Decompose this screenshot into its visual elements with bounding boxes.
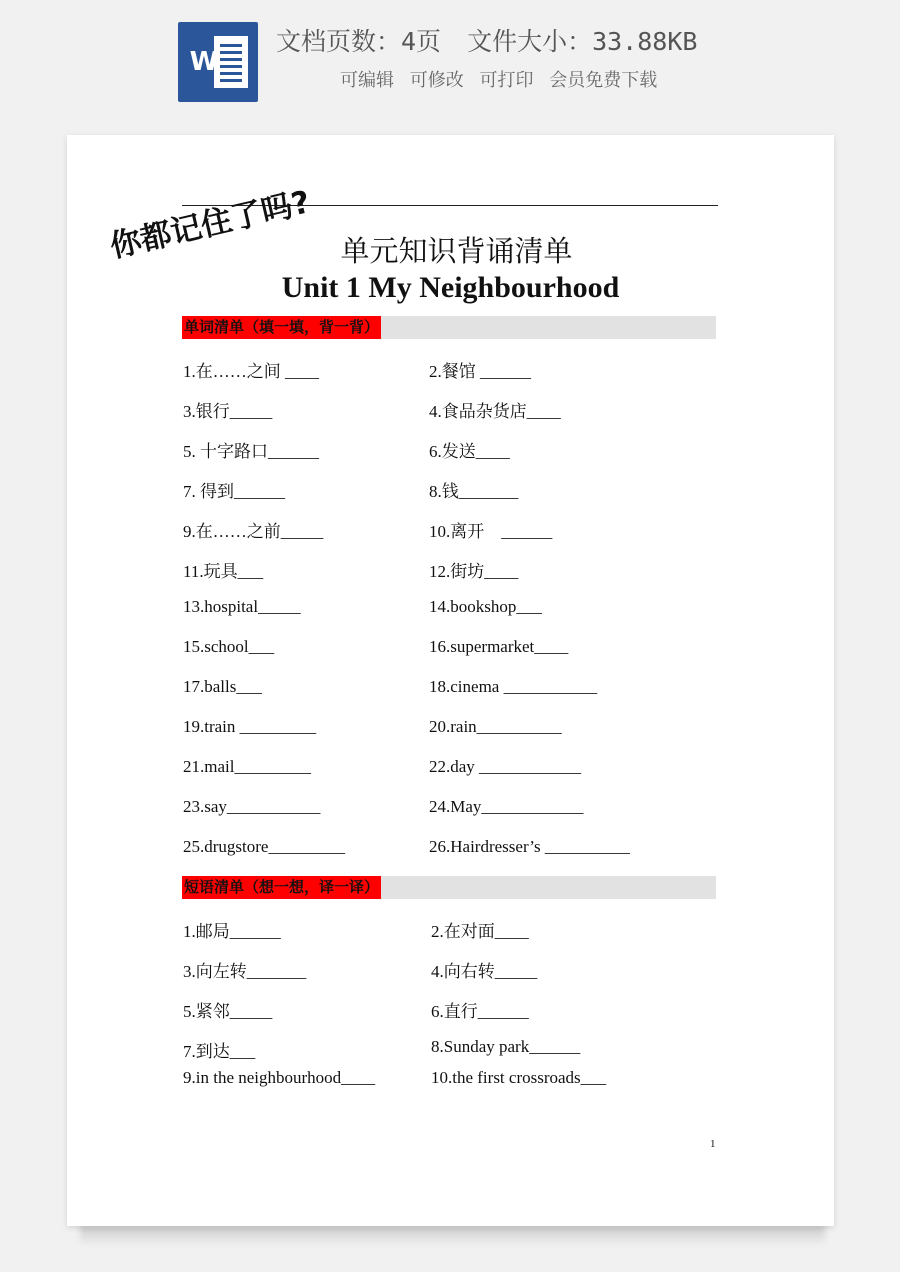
document-subtitle: Unit 1 My Neighbourhood xyxy=(281,271,620,304)
vocab-item: 25.drugstore_________ xyxy=(183,837,345,856)
phrase-item: 9.in the neighbourhood____ xyxy=(183,1068,376,1087)
vocab-item: 21.mail_________ xyxy=(183,757,311,776)
vocab-item: 10.离开 ______ xyxy=(429,522,553,541)
vocab-item: 2.餐馆 ______ xyxy=(429,362,531,381)
vocab-item: 15.school___ xyxy=(183,637,275,656)
vocab-item: 23.say___________ xyxy=(183,797,321,816)
vocab-item: 19.train _________ xyxy=(183,717,317,736)
feature-modifiable: 可修改 xyxy=(409,70,464,91)
phrase-item: 8.Sunday park______ xyxy=(431,1037,581,1056)
phrase-item: 4.向右转_____ xyxy=(431,962,538,981)
vocab-item: 26.Hairdresser’s __________ xyxy=(429,837,630,856)
stamp-text: 你都记住了吗? xyxy=(106,184,314,266)
vocab-section-label: 单词清单（填一填，背一背） xyxy=(182,316,381,339)
phrase-item: 1.邮局______ xyxy=(183,922,281,941)
word-document-icon xyxy=(178,22,258,102)
page-number: 1 xyxy=(710,1138,716,1150)
vocab-item: 6.发送____ xyxy=(429,442,510,461)
page-shadow xyxy=(80,1224,825,1246)
vocab-item: 9.在……之前_____ xyxy=(183,522,324,541)
phrase-item: 7.到达___ xyxy=(183,1042,256,1061)
phrase-item: 5.紧邻_____ xyxy=(183,1002,273,1021)
vocab-item: 5. 十字路口______ xyxy=(183,442,319,461)
vocab-item: 11.玩具___ xyxy=(183,562,264,581)
phrase-section-label: 短语清单（想一想，译一译） xyxy=(182,876,381,899)
page-count: 文档页数：4页 xyxy=(276,27,442,56)
phrase-item: 10.the first crossroads___ xyxy=(431,1068,607,1087)
vocab-section-header xyxy=(182,316,716,339)
word-letter: W xyxy=(189,47,219,77)
vocab-item: 14.bookshop___ xyxy=(429,597,542,616)
vocab-item: 12.街坊____ xyxy=(429,562,519,581)
feature-member-download[interactable]: 会员免费下载 xyxy=(549,70,658,91)
vocab-item: 22.day ____________ xyxy=(429,757,582,776)
phrase-item: 6.直行______ xyxy=(431,1002,529,1021)
vocab-item: 13.hospital_____ xyxy=(183,597,301,616)
document-page xyxy=(67,135,834,1226)
file-size: 文件大小：33.88KB xyxy=(467,27,698,56)
vocab-item: 4.食品杂货店____ xyxy=(429,402,561,421)
phrase-item: 2.在对面____ xyxy=(431,922,529,941)
feature-editable: 可编辑 xyxy=(340,70,394,91)
vocab-item: 18.cinema ___________ xyxy=(429,677,598,696)
vocab-item: 1.在……之间 ____ xyxy=(183,362,319,381)
feature-printable: 可打印 xyxy=(479,70,534,91)
vocab-item: 17.balls___ xyxy=(183,677,262,696)
phrase-section-header xyxy=(182,876,716,899)
vocab-item: 20.rain__________ xyxy=(429,717,562,736)
vocab-item: 16.supermarket____ xyxy=(429,637,569,656)
feature-list xyxy=(340,66,667,92)
document-title: 单元知识背诵清单 xyxy=(340,234,573,268)
vocab-item: 24.May____________ xyxy=(429,797,584,816)
file-meta xyxy=(276,22,697,58)
vocab-item: 8.钱_______ xyxy=(429,482,519,501)
vocab-item: 7. 得到______ xyxy=(183,482,285,501)
vocab-item: 3.银行_____ xyxy=(183,402,273,421)
phrase-item: 3.向左转_______ xyxy=(183,962,307,981)
